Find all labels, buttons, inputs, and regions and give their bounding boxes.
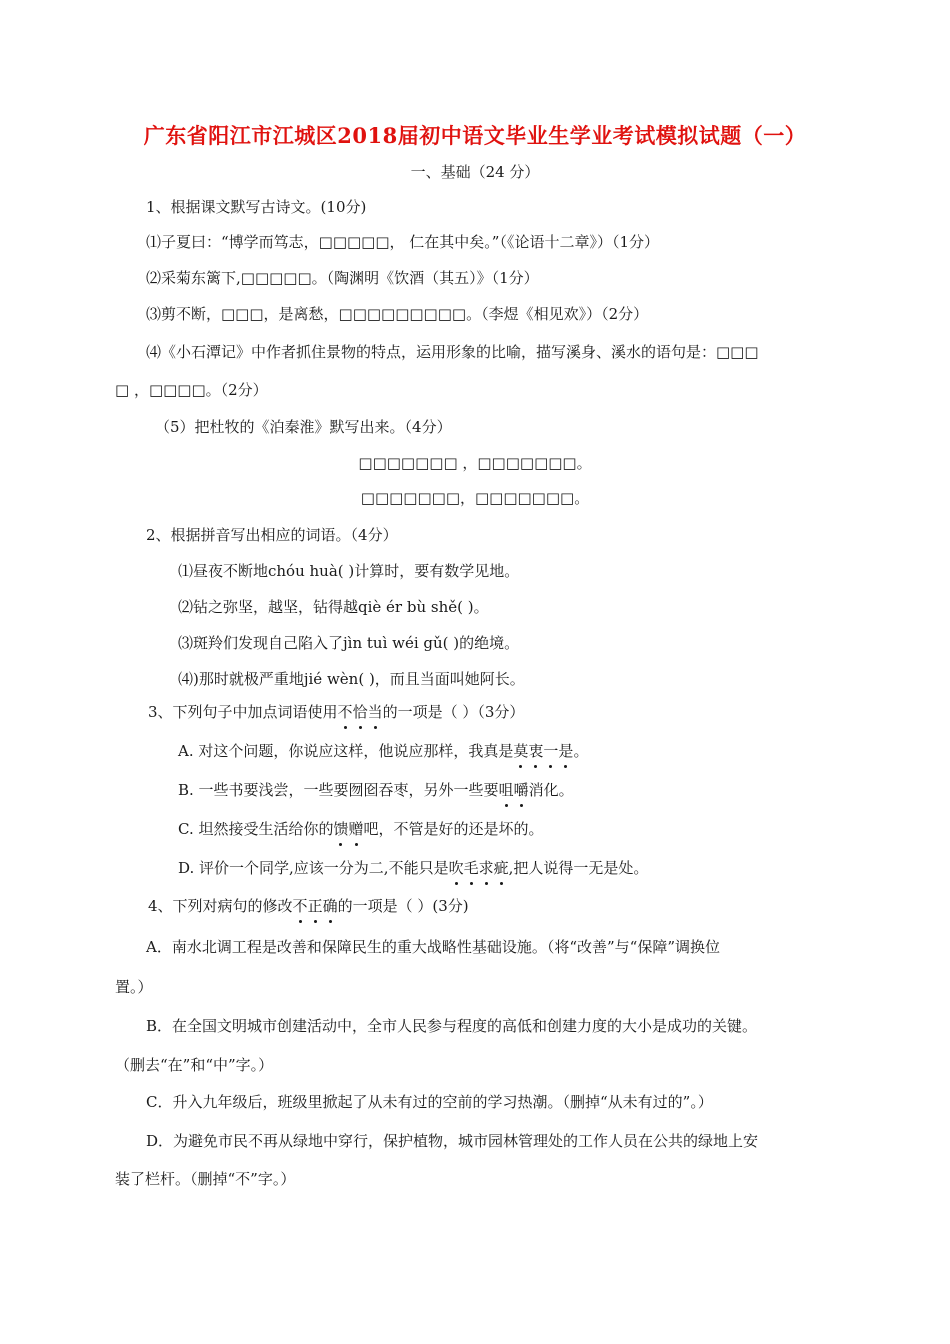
section-heading: 一、基础（24 分） — [410, 163, 540, 181]
q2-item-4: ⑷)那时就极严重地jié wèn( )，而且当面叫她阿长。 — [178, 670, 525, 688]
q4-option-a-line-2: 置。） — [115, 978, 153, 996]
q4-option-d-line-2: 装了栏杆。（删掉“不”字。） — [115, 1170, 296, 1188]
dotted-char: 莫 — [513, 742, 529, 760]
dotted-char: 赠 — [348, 820, 364, 838]
q4-option-b-line-2: （删去“在”和“中”字。） — [115, 1056, 274, 1074]
q1-item-4-line-1: ⑷《小石潭记》中作者抓住景物的特点，运用形象的比喻，描写溪身、溪水的语句是：□□□ — [146, 343, 759, 361]
q4-stem-text-b: 的一项是（ ）(3分) — [337, 897, 469, 915]
dotted-char: 吹 — [448, 859, 464, 877]
poem-line-2: □□□□□□□，□□□□□□□。 — [360, 489, 590, 507]
q4-stem-dot-char: 不 — [292, 897, 308, 915]
q2-stem: 2、根据拼音写出相应的词语。（4分） — [146, 526, 398, 544]
q1-item-2: ⑵采菊东篱下,□□□□□。（陶渊明《饮酒（其五）》（1分） — [146, 269, 539, 287]
q1-item-4-line-2: □ ，□□□□。（2分） — [115, 381, 268, 399]
q3-option-b — [178, 779, 574, 801]
dotted-char: 是 — [558, 742, 574, 760]
q3-option-d — [178, 857, 648, 879]
dotted-char: 馈 — [333, 820, 349, 838]
q4-option-a-line-1: A．南水北调工程是改善和保障民生的重大战略性基础设施。（将“改善”与“保障”调换位 — [146, 938, 721, 956]
dotted-char: 疵 — [493, 859, 509, 877]
q2-item-1: ⑴昼夜不断地chóu huà( )计算时，要有数学见地。 — [178, 562, 520, 580]
q1-stem: 1、根据课文默写古诗文。(10分) — [146, 198, 367, 216]
option-text: B. 一些书要浅尝，一些要囫囵吞枣，另外一些要 — [178, 781, 499, 799]
exam-title: 广东省阳江市江城区2018届初中语文毕业生学业考试模拟试题（一） — [143, 123, 807, 148]
q4-option-c: C．升入九年级后，班级里掀起了从未有过的空前的学习热潮。（删掉“从未有过的”。） — [146, 1093, 713, 1111]
option-text: A. 对这个问题，你说应这样，他说应那样，我真是 — [178, 742, 514, 760]
q3-stem — [148, 701, 524, 723]
q1-item-5: （5）把杜牧的《泊秦淮》默写出来。（4分） — [155, 418, 452, 436]
q4-option-d-line-1: D．为避免市民不再从绿地中穿行，保护植物，城市园林管理处的工作人员在公共的绿地上安 — [146, 1132, 759, 1150]
q4-stem-dot-char: 正 — [307, 897, 323, 915]
dotted-char: 衷 — [528, 742, 544, 760]
q4-stem-dot-char: 确 — [322, 897, 338, 915]
q2-item-2: ⑵钻之弥坚，越坚，钻得越qiè ér bù shě( )。 — [178, 598, 489, 616]
option-text: 。 — [573, 742, 589, 760]
poem-line-1: □□□□□□□ ，□□□□□□□。 — [358, 454, 592, 472]
dotted-char: 毛 — [463, 859, 479, 877]
q4-option-b-line-1: B．在全国文明城市创建活动中，全市人民参与程度的高低和创建力度的大小是成功的关键。 — [146, 1017, 758, 1035]
q3-stem-text-a: 3、下列句子中加点词语使用 — [148, 703, 338, 721]
dotted-char: 嚼 — [513, 781, 529, 799]
option-text: C. 坦然接受生活给你的 — [178, 820, 334, 838]
q1-item-1: ⑴子夏曰：“博学而笃志，□□□□□， 仁在其中矣。”（《论语十二章》）（1分） — [146, 233, 660, 251]
option-text: 消化。 — [528, 781, 574, 799]
q3-stem-dot-char: 不 — [337, 703, 353, 721]
q3-option-c — [178, 818, 544, 840]
q3-option-a — [178, 740, 588, 762]
dotted-char: 一 — [543, 742, 559, 760]
option-text: ,把人说得一无是处。 — [508, 859, 649, 877]
option-text: D. 评价一个同学,应该一分为二,不能只是 — [178, 859, 449, 877]
q3-stem-text-b: 的一项是（ ）（3分） — [382, 703, 525, 721]
q3-stem-dot-char: 当 — [367, 703, 383, 721]
q4-stem — [148, 895, 469, 917]
dotted-char: 咀 — [498, 781, 514, 799]
q3-stem-dot-char: 恰 — [352, 703, 368, 721]
q1-item-3: ⑶剪不断，□□□，是离愁，□□□□□□□□□。（李煜《相见欢》）（2分） — [146, 305, 649, 323]
dotted-char: 求 — [478, 859, 494, 877]
q2-item-3: ⑶斑羚们发现自己陷入了jìn tuì wéi gǔ( )的绝境。 — [178, 634, 520, 652]
q4-stem-text-a: 4、下列对病句的修改 — [148, 897, 293, 915]
option-text: 吧，不管是好的还是坏的。 — [363, 820, 544, 838]
